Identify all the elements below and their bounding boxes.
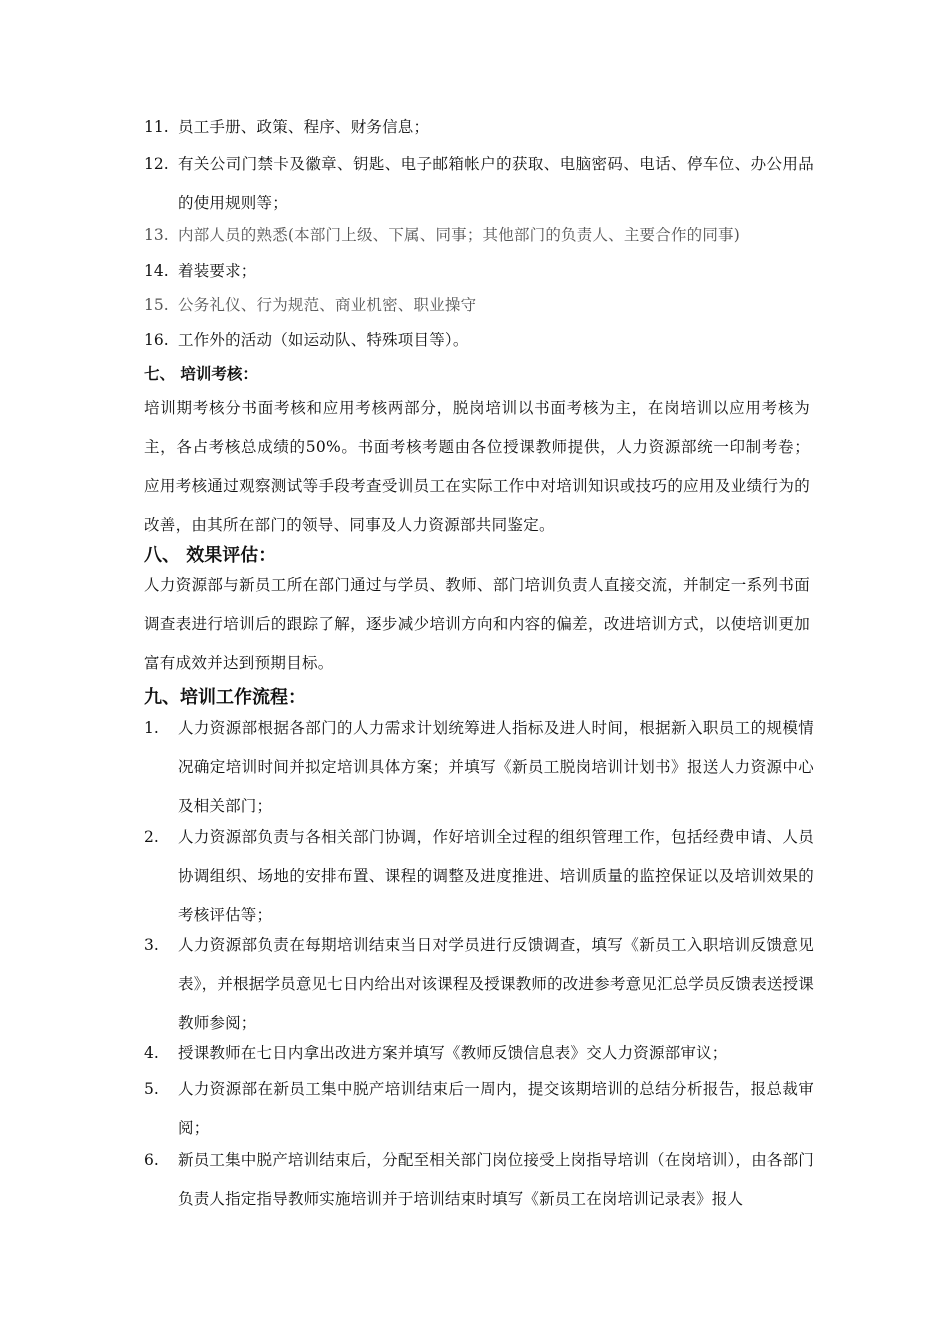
- step-number: 6.: [144, 1151, 159, 1169]
- step-number: 4.: [144, 1044, 159, 1062]
- list-number: 13.: [144, 226, 169, 244]
- process-step: [144, 926, 814, 1043]
- list-item: [144, 145, 814, 223]
- list-number: 12.: [144, 155, 169, 173]
- step-text: 人力资源部负责与各相关部门协调，作好培训全过程的组织管理工作，包括经费申请、人员协调组织、场地的安排布置、课程的调整及进度推进、培训质量的监控保证以及培训效果的考核评估等；: [178, 828, 814, 924]
- list-item: [144, 321, 814, 360]
- list-number: 11.: [144, 118, 169, 136]
- list-text: 公务礼仪、行为规范、商业机密、职业操守: [178, 296, 477, 314]
- process-step: [144, 1141, 814, 1219]
- section-body: 人力资源部与新员工所在部门通过与学员、教师、部门培训负责人直接交流，并制定一系列书面调查表进行培训后的跟踪了解，逐步减少培训方向和内容的偏差，改进培训方式，以使培训更加富有成效并达到预期目标。: [144, 576, 810, 672]
- step-text: 授课教师在七日内拿出改进方案并填写《教师反馈信息表》交人力资源部审议；: [178, 1044, 728, 1062]
- list-item: [144, 108, 814, 147]
- process-step: [144, 1070, 814, 1148]
- process-step: [144, 818, 814, 935]
- step-number: 5.: [144, 1080, 159, 1098]
- list-item: [144, 216, 814, 255]
- list-text: 工作外的活动（如运动队、特殊项目等）。: [178, 331, 469, 349]
- section-heading: 七、 培训考核：: [144, 364, 258, 383]
- step-text: 新员工集中脱产培训结束后，分配至相关部门岗位接受上岗指导培训（在岗培训），由各部门负责人指定指导教师实施培训并于培训结束时填写《新员工在岗培训记录表》报人: [178, 1151, 814, 1208]
- step-number: 3.: [144, 936, 159, 954]
- list-text: 员工手册、政策、程序、财务信息；: [178, 118, 430, 136]
- section-body: 培训期考核分书面考核和应用考核两部分，脱岗培训以书面考核为主，在岗培训以应用考核为主，各占考核总成绩的50%。书面考核考题由各位授课教师提供，人力资源部统一印制考卷；应用考核通过观察测试等手段考查受训员工在实际工作中对培训知识或技巧的应用及业绩行为的改善，由其所在部门的领导、同事及人力资源部共同鉴定。: [144, 399, 810, 534]
- step-text: 人力资源部在新员工集中脱产培训结束后一周内，提交该期培训的总结分析报告，报总裁审阅；: [178, 1080, 814, 1137]
- list-item: [144, 286, 814, 325]
- process-step: [144, 1034, 814, 1073]
- list-text: 内部人员的熟悉(本部门上级、下属、同事；其他部门的负责人、主要合作的同事): [178, 226, 740, 244]
- step-number: 1.: [144, 719, 159, 737]
- list-number: 15.: [144, 296, 169, 314]
- list-text: 有关公司门禁卡及徽章、钥匙、电子邮箱帐户的获取、电脑密码、电话、停车位、办公用品的使用规则等；: [178, 155, 814, 212]
- step-number: 2.: [144, 828, 159, 846]
- section-heading: 九、培训工作流程：: [144, 687, 306, 708]
- process-step: [144, 709, 814, 826]
- section-heading: 八、 效果评估：: [144, 545, 277, 566]
- step-text: 人力资源部根据各部门的人力需求计划统筹进人指标及进人时间，根据新入职员工的规模情况确定培训时间并拟定培训具体方案；并填写《新员工脱岗培训计划书》报送人力资源中心及相关部门；: [178, 719, 814, 815]
- list-number: 14.: [144, 262, 169, 280]
- step-text: 人力资源部负责在每期培训结束当日对学员进行反馈调查，填写《新员工入职培训反馈意见表》，并根据学员意见七日内给出对该课程及授课教师的改进参考意见汇总学员反馈表送授课教师参阅；: [178, 936, 814, 1032]
- list-text: 着装要求；: [178, 262, 257, 280]
- list-number: 16.: [144, 331, 169, 349]
